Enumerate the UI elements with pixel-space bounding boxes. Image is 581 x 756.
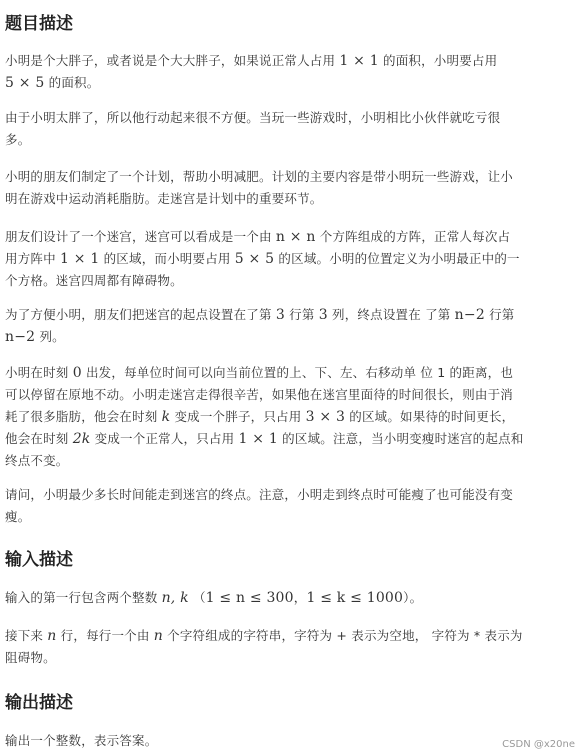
problem-paragraph-5: 为了方便小明，朋友们把迷宫的起点设置在了第 3 行第 3 列，终点设置在 了第 n−2 行第 n−2 列。 [5,307,515,345]
problem-heading: 题目描述 [5,14,73,34]
problem-paragraph-2: 由于小明太胖了，所以他行动起来很不方便。当玩一些游戏时，小明相比小伙伴就吃亏很 多。 [5,110,501,147]
csdn-watermark: CSDN @x20ne [502,739,575,750]
input-paragraph-2: 接下来 n 行，每行一个由 n 个字符组成的字符串，字符为 + 表示为空地， 字符为 * 表示为 阻碍物。 [5,628,523,665]
problem-paragraph-4: 朋友们设计了一个迷宫，迷宫可以看成是一个由 n × n 个方阵组成的方阵，正常人每次占 用方阵中 1 × 1 的区域，而小明要占用 5 × 5 的区域。小明的位置定义为小明最正中的一 个方格。迷宫四周都有障碍物。 [5,229,520,288]
output-heading: 输出描述 [5,693,73,713]
output-paragraph-1: 输出一个整数，表示答案。 [5,733,158,748]
input-paragraph-1: 输入的第一行包含两个整数 n, k （1 ≤ n ≤ 300，1 ≤ k ≤ 1000）。 [5,590,423,606]
problem-paragraph-6: 小明在时刻 0 出发，每单位时间可以向当前位置的上、下、左、右移动单 位 1 的距离，也 可以停留在原地不动。小明走迷宫走得很辛苦，如果他在迷宫里面待的时间很长，则由于消 耗了很多脂肪，他会在时刻 k 变成一个胖子，只占用 3 × 3 的区域。如果待的时间更长， 他会在时刻 2k 变成一个正常人，只占用 1 × 1 的区域。注意，当小明变瘦时迷宫的起点和 终点不变。 [5,365,524,468]
problem-paragraph-1: 小明是个大胖子，或者说是个大大胖子，如果说正常人占用 1 × 1 的面积，小明要占用 5 × 5 的面积。 [5,53,498,91]
input-heading: 输入描述 [5,550,73,570]
problem-paragraph-7: 请问，小明最少多长时间能走到迷宫的终点。注意，小明走到终点时可能瘦了也可能没有变 瘦。 [5,487,514,524]
problem-paragraph-3: 小明的朋友们制定了一个计划，帮助小明减肥。计划的主要内容是带小明玩一些游戏，让小 明在游戏中运动消耗脂肪。走迷宫是计划中的重要环节。 [5,169,514,206]
